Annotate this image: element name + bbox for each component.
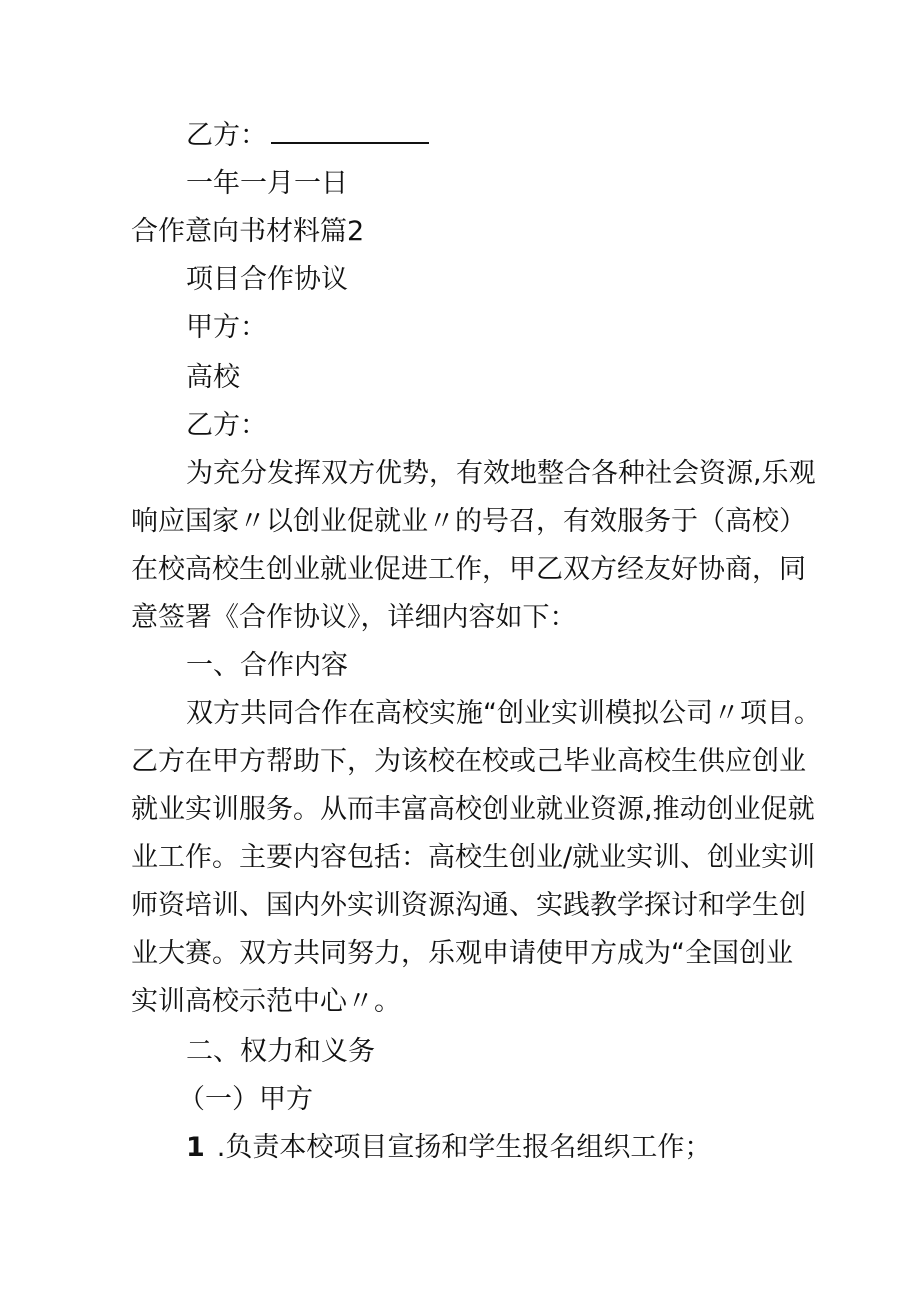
part1-title: 一、合作内容 [186, 650, 348, 681]
list-item-text: .负责本校项目宣扬和学生报名组织工作； [216, 1132, 712, 1163]
intro-paragraph-line: 为充分发挥双方优势，有效地整合各种社会资源,乐观 [186, 458, 816, 489]
section-heading: 合作意向书材料篇2 [131, 216, 365, 247]
list-item-number: 1 [186, 1132, 205, 1163]
intro-paragraph-line: 意签署《合作协议》，详细内容如下： [131, 602, 577, 633]
party-a-name: 高校 [186, 362, 240, 393]
part1-paragraph-line: 就业实训服务。从而丰富高校创业就业资源,推动创业促就 [131, 794, 815, 825]
part1-paragraph-line: 师资培训、国内外实训资源沟通、实践教学探讨和学生创 [131, 890, 806, 921]
part1-paragraph-line: 业大赛。双方共同努力，乐观申请使甲方成为“全国创业 [131, 938, 793, 969]
part2-subheading: （一）甲方 [178, 1084, 313, 1115]
part1-paragraph-line: 乙方在甲方帮助下，为该校在校或己毕业高校生供应创业 [131, 746, 806, 777]
list-item [186, 1128, 711, 1168]
part1-paragraph-line: 双方共同合作在高校实施“创业实训模拟公司〃项目。 [186, 698, 821, 729]
part2-title: 二、权力和义务 [186, 1036, 375, 1067]
party-a-label: 甲方： [186, 312, 267, 343]
date-line: 一年一月一日 [186, 168, 348, 199]
agreement-title: 项目合作协议 [186, 264, 348, 295]
part1-paragraph-line: 实训高校示范中心〃。 [131, 986, 401, 1017]
part1-paragraph-line: 业工作。主要内容包括：高校生创业/就业实训、创业实训 [131, 842, 816, 873]
intro-paragraph-line: 在校高校生创业就业促进工作，甲乙双方经友好协商，同 [131, 554, 806, 585]
party-b-signature-label: 乙方： [186, 120, 267, 151]
signature-blank [271, 116, 429, 144]
party-b-label: 乙方： [186, 410, 267, 441]
party-b-signature-line [186, 116, 429, 156]
intro-paragraph-line: 响应国家〃以创业促就业〃的号召，有效服务于（高校） [131, 506, 806, 537]
